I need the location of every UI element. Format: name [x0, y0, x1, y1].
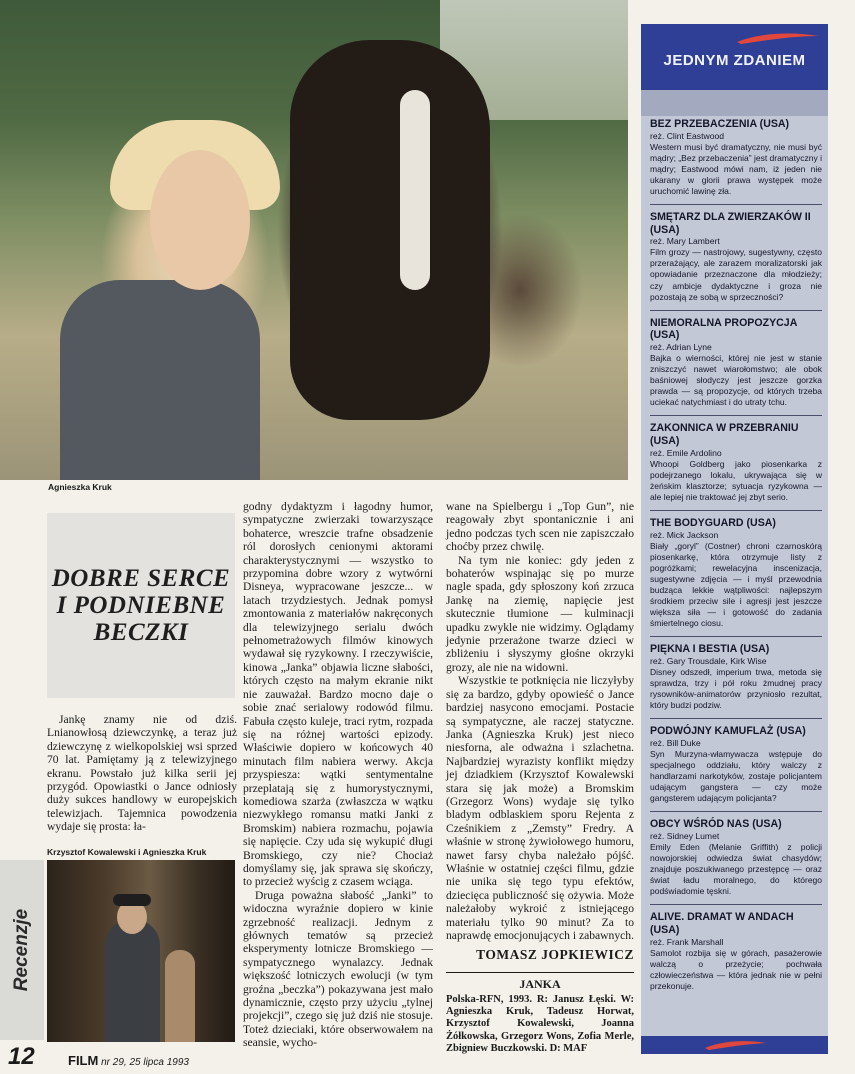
page-number: 12: [8, 1043, 35, 1070]
paragraph: Wszystkie te potknięcia nie liczyłyby się za bardzo, gdyby opowieść o Jance bardziej nasycono emocjami. Postacie są sympatyczne, ale raczej statyczne. Janka (Agnieszka Kruk) jest nieco niesforna, ale odważna i szlachetna. Najbardziej wyrazisty konflikt między jej dziadkiem (Krzysztof Kowalewski stara się jak może) a Bromskim (Grzegorz Wons) wydaje się tylko bladym odblaskiem sporu Rejenta z Cześnikiem z „Zemsty” Fredry. A właśnie w stronę żywiołowego humoru, nawet farsy chyba należało pójść. Właśnie w ostatniej części filmu, gdzie nie unika się tego typu efektów, dziecięca publiczność się ożywia. Może należałoby wykroić z istniejącego materiału tylko 90 minut? Za to naprawdę emocjonujących i zabawnych.: [446, 674, 634, 942]
list-item: THE BODYGUARD (USA) reż. Mick Jackson Biały „goryl” (Costner) chroni czarnoskórą piosenkarkę, która otrzymuje listy z pogróżkami; rewelacyjna inscenizacja, sugestywne zdjęcia — i myśl przewodnia budząca lekkie wątpliwości: najlepszym środkiem przeciw sile i agresji jest jeszcze większa siła — i gotowość do zadania śmiertelnego ciosu.: [650, 517, 822, 637]
brush-stroke-icon: [733, 30, 823, 46]
section-tab: [0, 860, 44, 1040]
girl-figure: [60, 280, 260, 480]
section-label: Recenzje: [11, 908, 32, 992]
magazine-name: FILM: [68, 1053, 99, 1068]
main-photo-caption: Agnieszka Kruk: [48, 482, 112, 492]
article-column-2: [243, 500, 433, 1050]
author-name: TOMASZ JOPKIEWICZ: [476, 947, 634, 962]
film-credits: [446, 972, 634, 1055]
sidebar-list: [650, 118, 822, 1005]
list-item: OBCY WŚRÓD NAS (USA) reż. Sidney Lumet Emily Eden (Melanie Griffith) z policji nowojorskiej odwiedza świat chasydów; znajduje poszukiwanego przestępcę — oraz świat ładu moralnego, do którego podświadomie tęskni.: [650, 818, 822, 905]
article-column-3: [446, 500, 634, 942]
paragraph: Druga poważna słabość „Janki” to widoczna wyraźnie dopiero w kinie zgrzebność realizacji. Jednym z głównych tematów są przecież eksperymenty lotnicze Bromskiego — sympatycznego wynalazcy. Jednak większość lotniczych ewolucji (w tym groźna „beczka”) pokazywana jest mało dynamicznie, często przy użyciu „tylnej projekcji”, czego się już dziś nie stosuje. Toteż dzieciaki, które obserwowałem na seansie, wycho-: [243, 888, 433, 1050]
credits-title: JANKA: [519, 977, 561, 991]
second-photo: [47, 860, 235, 1042]
list-item: NIEMORALNA PROPOZYCJA (USA) reż. Adrian Lyne Bajka o wierności, której nie jest w stanie zniszczyć nawet wiarołomstwo; ale obok baśniowej słodyczy jest jeszcze gorzka prawda — są propozycje, od których trzeba uciekać natychmiast i do utraty tchu.: [650, 317, 822, 417]
article-title-box: [47, 513, 235, 698]
paragraph: Jankę znamy nie od dziś. Lnianowłosą dziewczynkę, a teraz już dziewczynę z wielkopolskiej wsi sprzed 70 lat. Pamiętamy ją z telewizyjnego ekranu. Powstało już kilka serii jej przygód. Opowiastki o Jance odniosły duży sukces handlowy w europejskich telewizjach. Tajemnica powodzenia wydaje się prosta: ła-: [47, 713, 237, 834]
issue-info: nr 29, 25 lipca 1993: [101, 1057, 189, 1068]
list-item: PODWÓJNY KAMUFLAŻ (USA) reż. Bill Duke Syn Murzyna-włamywacza wstępuje do specjalnego oddziału, który walczy z handlarzami narkotyków, zostaje policjantem udającym gangstera — czy może gangsterem udającym policjanta?: [650, 725, 822, 812]
sidebar-title: JEDNYM ZDANIEM: [663, 52, 806, 69]
sidebar-jednym-zdaniem: [641, 24, 828, 1054]
sidebar-header: [641, 24, 828, 90]
brush-stroke-icon: [701, 1038, 771, 1052]
list-item: ZAKONNICA W PRZEBRANIU (USA) reż. Emile Ardolino Whoopi Goldberg jako piosenkarka z podejrzanego lokalu, ukrywająca się w żeńskim klasztorze; sytuacja ryzykowna — ale lepiej nie traktować jej zbyt serio.: [650, 422, 822, 511]
paragraph: godny dydaktyzm i łagodny humor, sympatyczne zwierzaki towarzyszące bohaterce, wreszcie trafne obsadzenie ról dorosłych cenionymi aktorami charakterystycznymi — wszystko to przypomina dobre wzory z wytwórni Disneya, wypracowane jeszcze... w latach trzydziestych. Jednak pomysł zmontowania z materiałów nakręconych dla telewizyjnego serialu dwóch pełnometrażowych filmów kinowych wydawał się ryzykowny. I rzeczywiście, kinowa „Janka” objawia liczne słabości, których często na małym ekranie nikt nie zauważał. Bardzo mocno daje o sobie znać serialowy rodowód filmu. Fabuła często kuleje, traci rytm, rozpada się na różnej wartości epizody. Właściwie dopiero w końcowych 40 minutach film nabiera werwy. Akcja przyspiesza: wątki sentymentalne przeplatają się z humorystycznymi, komediowa szarża (zwłaszcza w wątku niezwykłego romansu matki Janki z Bromskim) nabiera rozmachu, pojawia się napięcie. Czy uda się wykupić długi Bromskiego, czy nie? Chociaż domyślamy się, jak sprawa się skończy, to przecież wyścig z czasem wciąga.: [243, 500, 433, 889]
credits-text: Polska-RFN, 1993. R: Janusz Łęski. W: Agnieszka Kruk, Tadeusz Horwat, Krzysztof Kowalewski, Joanna Żółkowska, Grzegorz Wons, Zofia Merle, Zbigniew Buczkowski. D: MAF: [446, 994, 634, 1054]
paragraph: wane na Spielbergu i „Top Gun”, nie reagowały zbyt spontanicznie i ani jedno podczas tych scen nie zapiszczało choćby przez chwilę.: [446, 500, 634, 554]
paragraph: Na tym nie koniec: gdy jeden z bohaterów wspinając się po murze nagle spada, gdy spłoszony koń zrzuca Jankę na ziemię, napięcie jest skutecznie tłumione — kulminacji upadku zwykle nie widzimy. Oglądamy jedynie przerażone twarze dzieci w zbliżeniu i słyszymy głośne okrzyki grozy, ale nie na widowni.: [446, 553, 634, 674]
second-photo-caption: Krzysztof Kowalewski i Agnieszka Kruk: [47, 847, 207, 857]
horse-figure: [290, 40, 490, 420]
article-title: DOBRE SERCE I PODNIEBNE BECZKI: [51, 565, 231, 646]
list-item: PIĘKNA I BESTIA (USA) reż. Gary Trousdale, Kirk Wise Disney odszedł, imperium trwa, metoda się sprawdza, trzy i pół roku żmudnej pracy rysowników-animatorów przyniosło rezultat, który budzi podziw.: [650, 643, 822, 719]
sidebar-footer: [641, 1036, 828, 1054]
list-item: BEZ PRZEBACZENIA (USA) reż. Clint Eastwood Western musi być dramatyczny, nie musi być mądry; „Bez przebaczenia” jest dramatyczny i mądry; Eastwood mówi nam, iż jeden nie ukarany w glorii prawa występek może uruchomić lawinę zła.: [650, 118, 822, 205]
list-item: ALIVE. DRAMAT W ANDACH (USA) reż. Frank Marshall Samolot rozbija się w górach, pasażerowie walczą o przeżycie; pochwała człowieczeństwa — która jednak nie w pełni przekonuje.: [650, 911, 822, 991]
footer-issue: [68, 1053, 189, 1068]
main-photo: [0, 0, 628, 480]
article-column-1: [47, 713, 237, 834]
list-item: SMĘTARZ DLA ZWIERZAKÓW II (USA) reż. Mary Lambert Film grozy — nastrojowy, sugestywny, często przerażający, ale zarazem moralizatorski jak opowiadanie przeznaczone dla młodzieży; czy ambicje dydaktyczne i groza nie pozostają ze sobą w sprzeczności?: [650, 211, 822, 311]
